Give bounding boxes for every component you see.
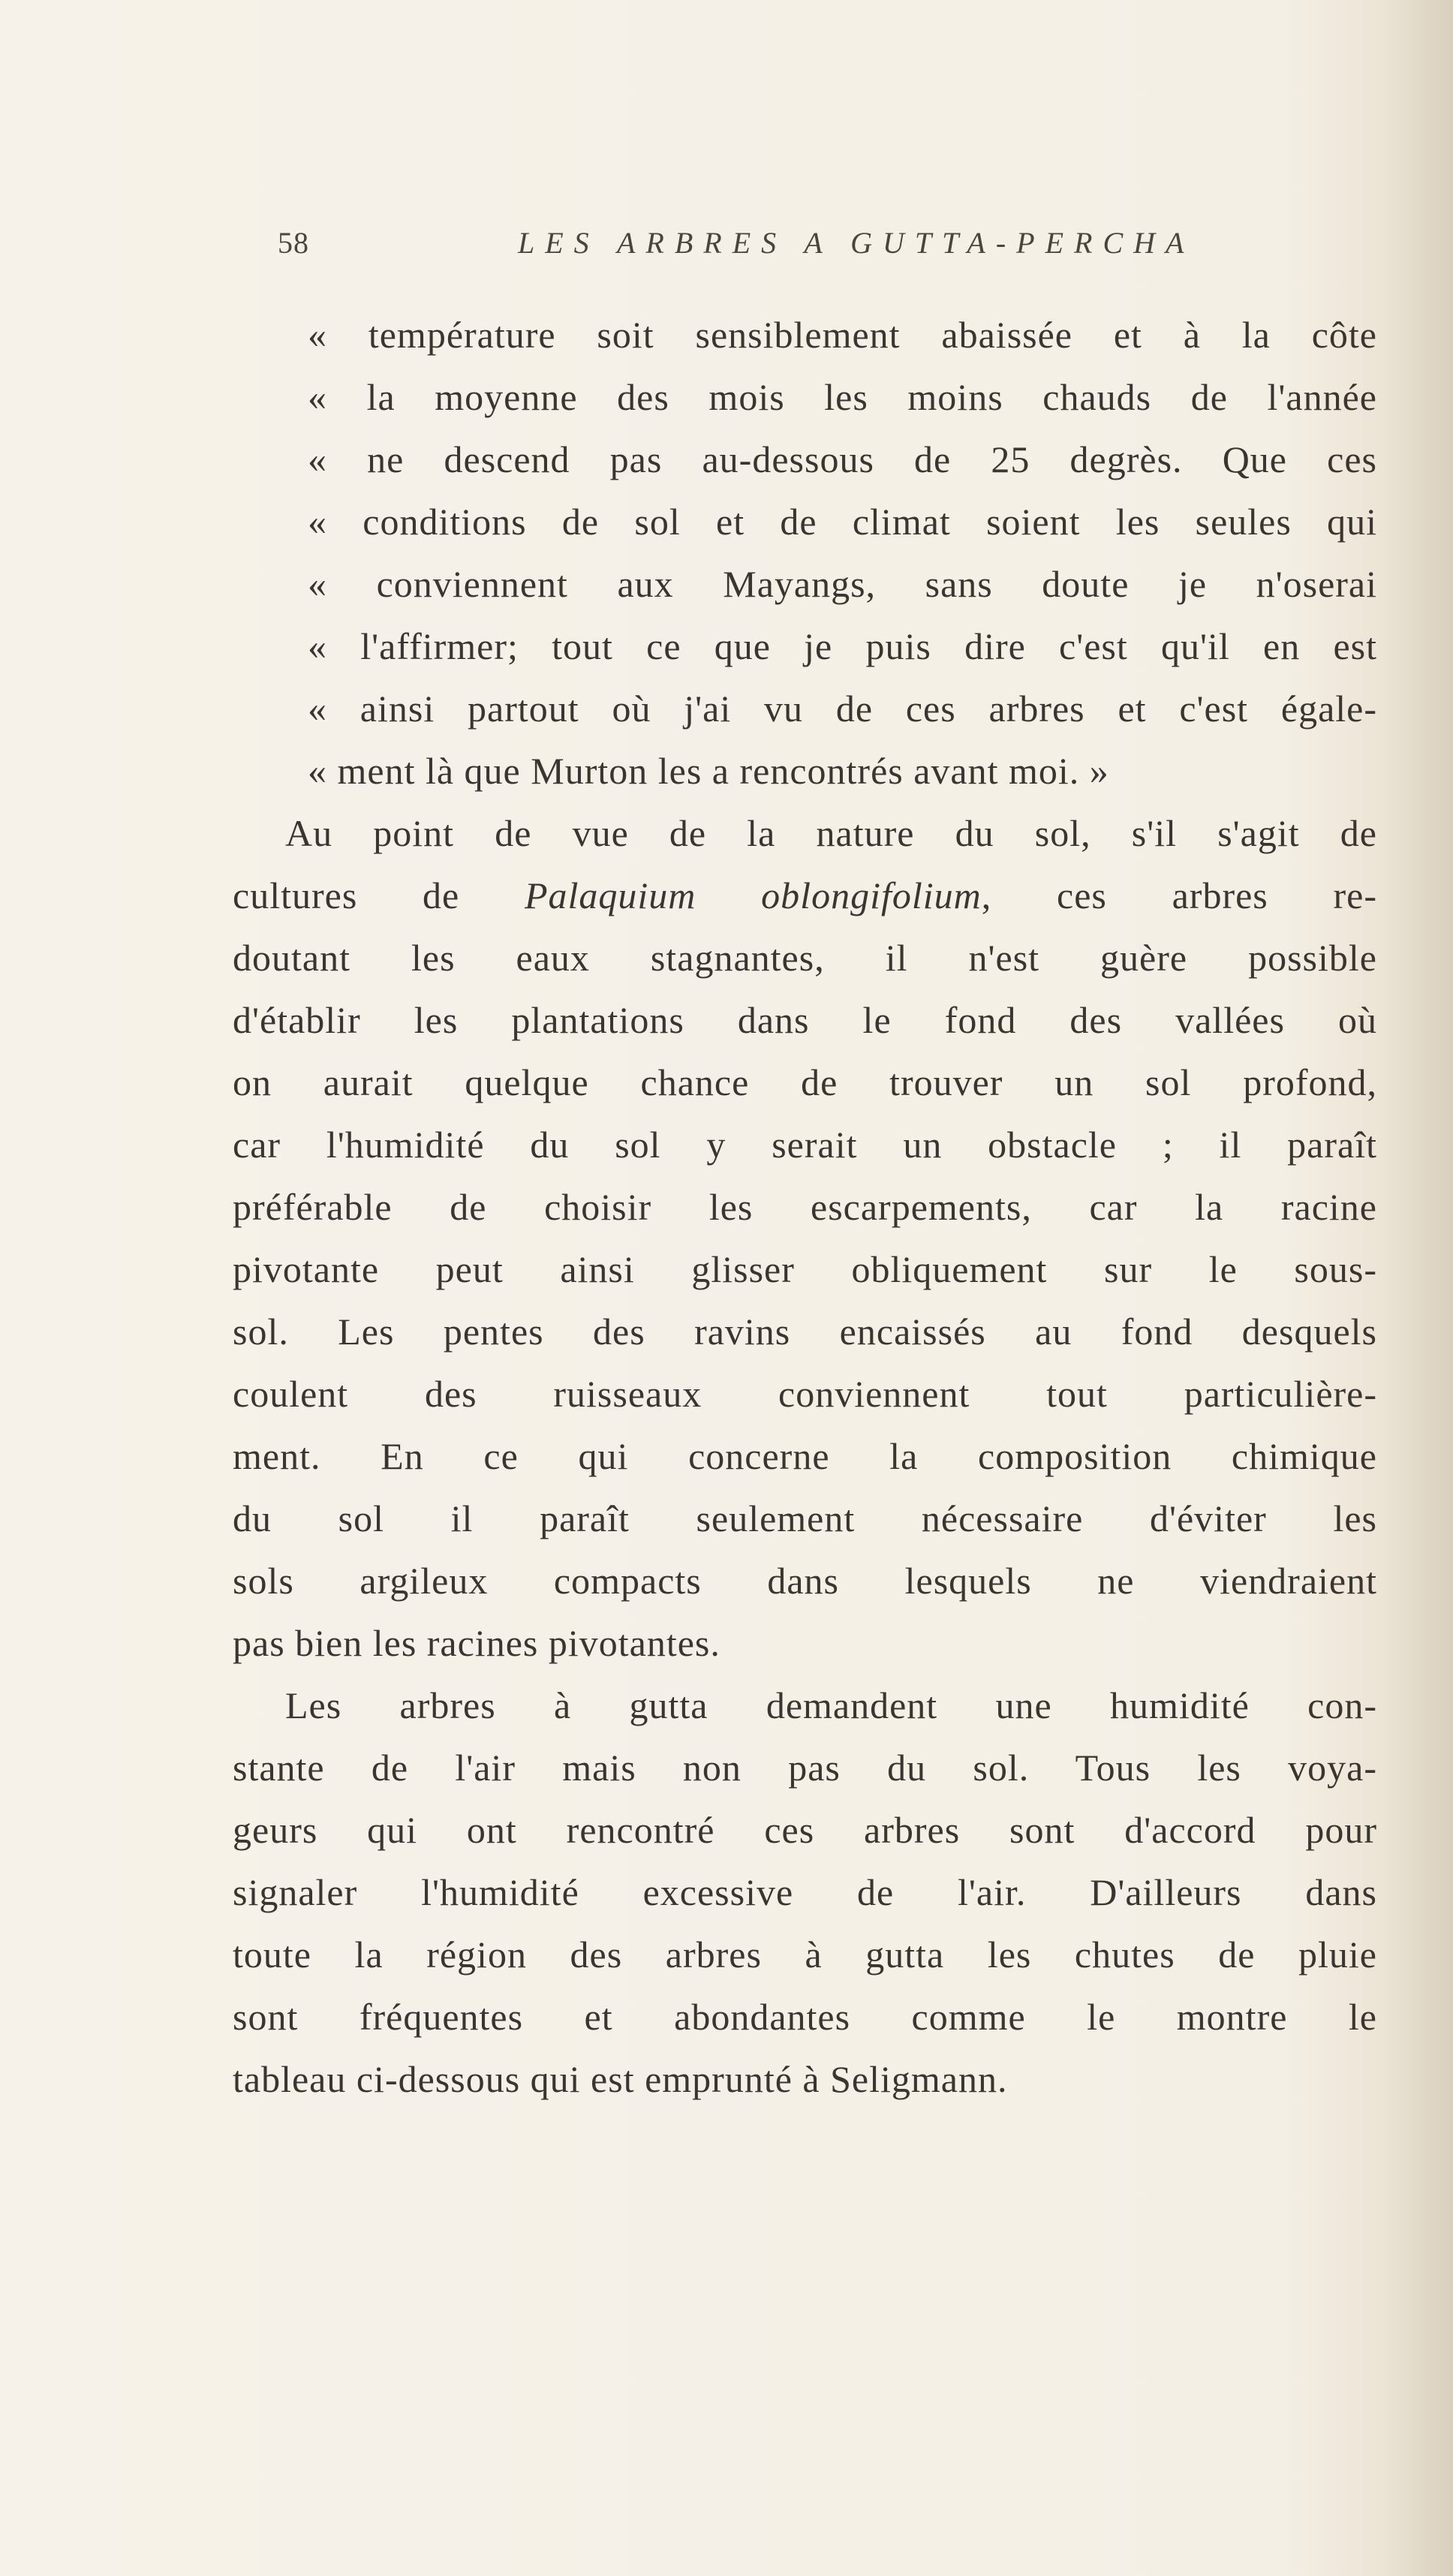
paragraph-line xyxy=(233,865,1377,927)
quote-line: « la moyenne des mois les moins chauds de l'année xyxy=(308,376,1377,418)
quote-line: « conditions de sol et de climat soient les seules qui xyxy=(308,501,1377,543)
paragraph-line: Au point de vue de la nature du sol, s'il s'agit de xyxy=(285,812,1377,854)
paragraph-line: coulent des ruisseaux conviennent tout particulière- xyxy=(233,1373,1377,1415)
page-header xyxy=(278,225,1195,270)
paragraph-line: toute la région des arbres à gutta les chutes de pluie xyxy=(233,1934,1377,1976)
quote-line: « ne descend pas au-dessous de 25 degrès. Que ces xyxy=(308,438,1377,480)
paragraph-humidity xyxy=(233,1675,1377,2111)
quote-line: « conviennent aux Mayangs, sans doute je n'oserai xyxy=(308,563,1377,605)
paragraph-line: d'établir les plantations dans le fond des vallées où xyxy=(233,999,1377,1041)
paragraph-line: pas bien les racines pivotantes. xyxy=(233,1622,720,1664)
paragraph-line: geurs qui ont rencontré ces arbres sont d'accord pour xyxy=(233,1809,1377,1851)
species-name: Palaquium oblongifolium xyxy=(524,874,982,916)
paragraph-line: doutant les eaux stagnantes, il n'est guère possible xyxy=(233,937,1377,979)
quotation-block xyxy=(308,304,1377,802)
text-span: cultures de xyxy=(233,874,525,916)
paragraph-line: du sol il paraît seulement nécessaire d'éviter les xyxy=(233,1497,1377,1539)
page-number: 58 xyxy=(278,226,309,260)
quote-line: « ment là que Murton les a rencontrés avant moi. » xyxy=(308,750,1109,792)
quote-line: « ainsi partout où j'ai vu de ces arbres et c'est égale- xyxy=(308,688,1377,730)
paragraph-line: sont fréquentes et abondantes comme le montre le xyxy=(233,1996,1377,2038)
text-span: , ces arbres re- xyxy=(981,874,1378,916)
paragraph-line: tableau ci-dessous qui est emprunté à Seligmann. xyxy=(233,2058,1008,2100)
paragraph-line: signaler l'humidité excessive de l'air. D'ailleurs dans xyxy=(233,1871,1377,1913)
body-text xyxy=(233,304,1378,2111)
paragraph-line: sol. Les pentes des ravins encaissés au fond desquels xyxy=(233,1311,1377,1353)
quote-line: « l'affirmer; tout ce que je puis dire c'est qu'il en est xyxy=(308,625,1377,667)
paragraph-line: sols argileux compacts dans lesquels ne viendraient xyxy=(233,1560,1377,1602)
paragraph-line: ment. En ce qui concerne la composition chimique xyxy=(233,1435,1377,1477)
running-title: LES ARBRES A GUTTA-PERCHA xyxy=(518,226,1195,260)
paragraph-line: préférable de choisir les escarpements, car la racine xyxy=(233,1186,1377,1228)
paragraph-line: on aurait quelque chance de trouver un sol profond, xyxy=(233,1061,1377,1103)
paragraph-line: stante de l'air mais non pas du sol. Tous les voya- xyxy=(233,1747,1377,1789)
paragraph-line: Les arbres à gutta demandent une humidité con- xyxy=(285,1684,1377,1726)
paragraph-soil xyxy=(233,802,1377,1675)
paragraph-line: pivotante peut ainsi glisser obliquement sur le sous- xyxy=(233,1248,1377,1290)
paragraph-line: car l'humidité du sol y serait un obstacle ; il paraît xyxy=(233,1124,1377,1166)
quote-line: « température soit sensiblement abaissée et à la côte xyxy=(308,314,1377,356)
